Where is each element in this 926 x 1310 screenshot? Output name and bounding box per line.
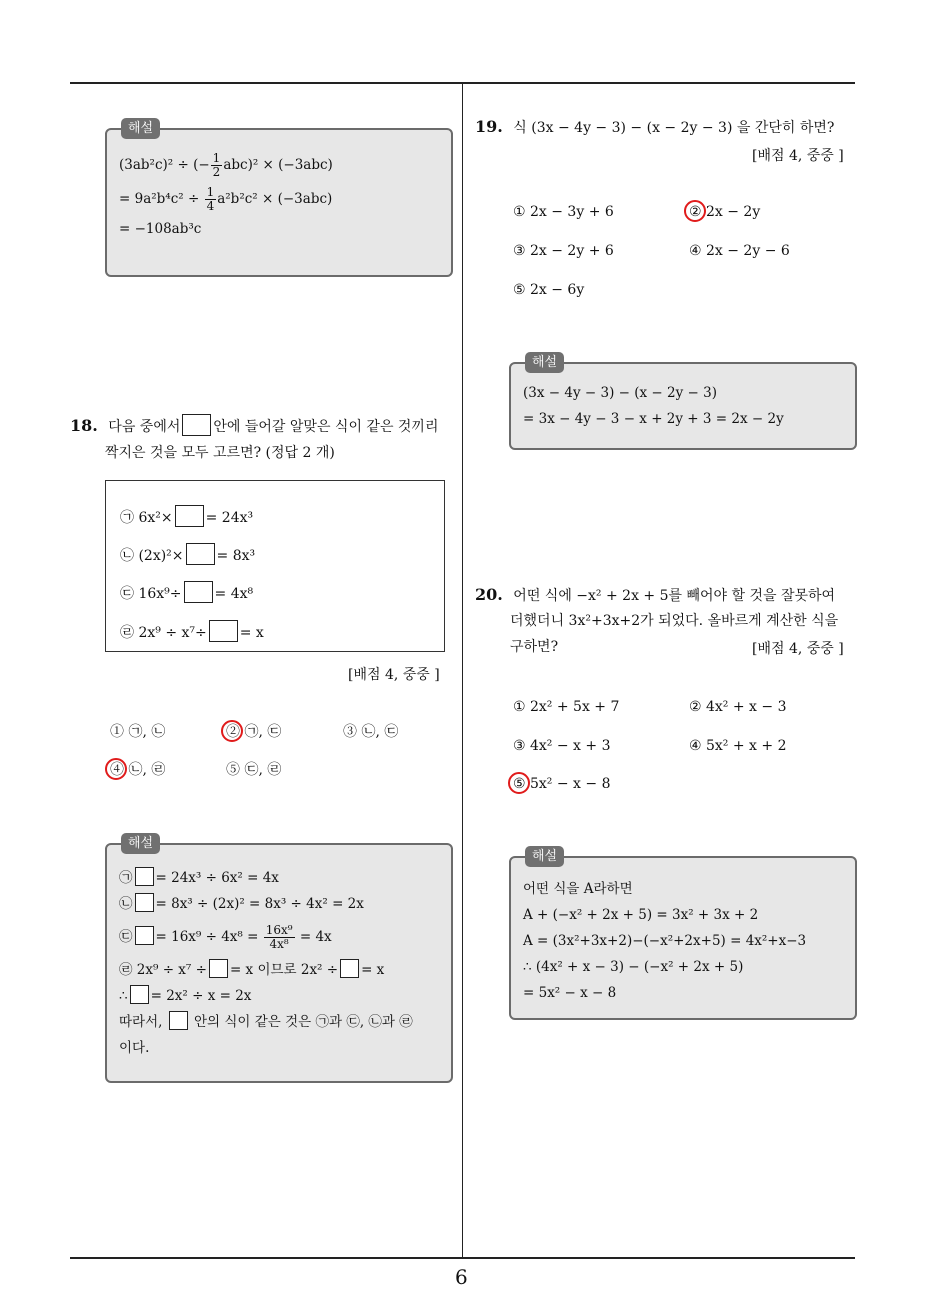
option-18-2[interactable]: ② ㉠, ㉢ [226,724,282,740]
answer-circle-18-4 [105,758,127,780]
solution-line: 어떤 식을 A라하면 [523,881,633,897]
question-number: 18. [70,416,98,435]
item-b: ㉡ (2x)²× = 8x³ [120,543,255,567]
question-20-line1 [475,584,835,607]
blank-box [182,414,211,436]
solution-tag: 해설 [525,352,564,373]
option-20-4[interactable]: ④ 5x² + x + 2 [689,738,787,754]
solution-line: ∴ = 2x² ÷ x = 2x [119,983,443,1009]
solution-line: 따라서, 안의 식이 같은 것은 ㉠과 ㉢, ㉡과 ㉣ [119,1009,443,1035]
page-number: 6 [455,1265,468,1289]
blank-box [175,505,204,527]
question-20-line3: 구하면? [510,639,559,655]
solution-line: A = (3x²+3x+2)−(−x²+2x+5) = 4x²+x−3 [523,933,807,949]
solution-box-17 [105,121,453,277]
question-text: 다음 중에서 [108,419,181,435]
solution-tag: 해설 [121,833,160,854]
solution-line: ㉡ = 8x³ ÷ (2x)² = 8x³ ÷ 4x² = 2x [119,891,443,917]
option-18-1[interactable]: ① ㉠, ㉡ [110,724,166,740]
blank-box [186,543,215,565]
blank-box [209,620,238,642]
bottom-rule [70,1257,855,1259]
option-19-3[interactable]: ③ 2x − 2y + 6 [513,243,614,259]
solution-box-19 [509,355,857,450]
blank-box [135,867,154,886]
blank-box [340,959,359,978]
blank-box [184,581,213,603]
question-19-meta: [배점 4, 중중 ] [752,148,844,164]
question-18-meta: [배점 4, 중중 ] [348,667,440,683]
option-20-5[interactable]: ⑤ 5x² − x − 8 [513,776,611,792]
question-18-line1 [70,414,439,438]
solution-line: = 5x² − x − 8 [523,985,617,1001]
blank-box [169,1011,188,1030]
column-divider [462,84,463,1258]
solution-line: ㉠ = 24x³ ÷ 6x² = 4x [119,865,443,891]
item-a: ㉠ 6x²× = 24x³ [120,505,253,529]
solution-box-18 [105,836,453,1083]
solution-line: ㉣ 2x⁹ ÷ x⁷ ÷ = x 이므로 2x² ÷ = x [119,957,443,983]
question-text: 어떤 식에 −x² + 2x + 5를 빼어야 할 것을 잘못하여 [513,588,836,604]
question-18-item-frame [105,480,445,652]
question-19-line1 [475,116,834,139]
option-19-2[interactable]: ② 2x − 2y [689,204,761,220]
question-number: 19. [475,117,503,136]
question-20-meta: [배점 4, 중중 ] [752,641,844,657]
blank-box [135,893,154,912]
question-18-line2: 짝지은 것을 모두 고르면? (정답 2 개) [105,445,335,461]
answer-circle-18-2 [221,720,243,742]
question-20-line2: 더했더니 3x²+3x+2가 되었다. 올바르게 계산한 식을 [510,613,839,629]
solution-tag: 해설 [525,846,564,867]
solution-line: ㉢ = 16x⁹ ÷ 4x⁸ = $\frac{\text{16x⁹}}{\text{4x⁸}}$ = 4x [119,923,332,951]
solution-line: 이다. [119,1040,150,1056]
option-18-4[interactable]: ④ ㉡, ㉣ [110,762,166,778]
answer-circle-20-5 [508,772,530,794]
answer-circle-19-2 [684,200,706,222]
option-18-5[interactable]: ⑤ ㉢, ㉣ [226,762,282,778]
option-19-5[interactable]: ⑤ 2x − 6y [513,282,585,298]
option-18-3[interactable]: ③ ㉡, ㉢ [343,724,399,740]
question-number: 20. [475,585,503,604]
solution-line: (3x − 4y − 3) − (x − 2y − 3) [523,385,717,401]
option-19-4[interactable]: ④ 2x − 2y − 6 [689,243,790,259]
option-19-1[interactable]: ① 2x − 3y + 6 [513,204,614,220]
solution-line: A + (−x² + 2x + 5) = 3x² + 3x + 2 [523,907,759,923]
blank-box [135,926,154,945]
solution-tag: 해설 [121,118,160,139]
item-d: ㉣ 2x⁹ ÷ x⁷÷ = x [120,620,264,644]
option-20-3[interactable]: ③ 4x² − x + 3 [513,738,611,754]
blank-box [209,959,228,978]
option-20-2[interactable]: ② 4x² + x − 3 [689,699,787,715]
solution-box-20 [509,849,857,1020]
solution-line: (3ab²c)² ÷ (− $\frac{1}{2}$ abc)² × (−3abc) [119,151,333,179]
solution-line: ∴ (4x² + x − 3) − (−x² + 2x + 5) [523,959,744,975]
question-text: 안에 들어갈 알맞은 식이 같은 것끼리 [213,419,439,435]
item-c: ㉢ 16x⁹÷ = 4x⁸ [120,581,253,605]
blank-box [130,985,149,1004]
option-20-1[interactable]: ① 2x² + 5x + 7 [513,699,620,715]
question-text: 식 (3x − 4y − 3) − (x − 2y − 3) 을 간단히 하면? [513,120,835,136]
solution-line: = −108ab³c [119,221,202,237]
solution-line: = 9a²b⁴c² ÷ $\frac{1}{4}$ a²b²c² × (−3abc) [119,185,333,213]
solution-line: = 3x − 4y − 3 − x + 2y + 3 = 2x − 2y [523,411,784,427]
